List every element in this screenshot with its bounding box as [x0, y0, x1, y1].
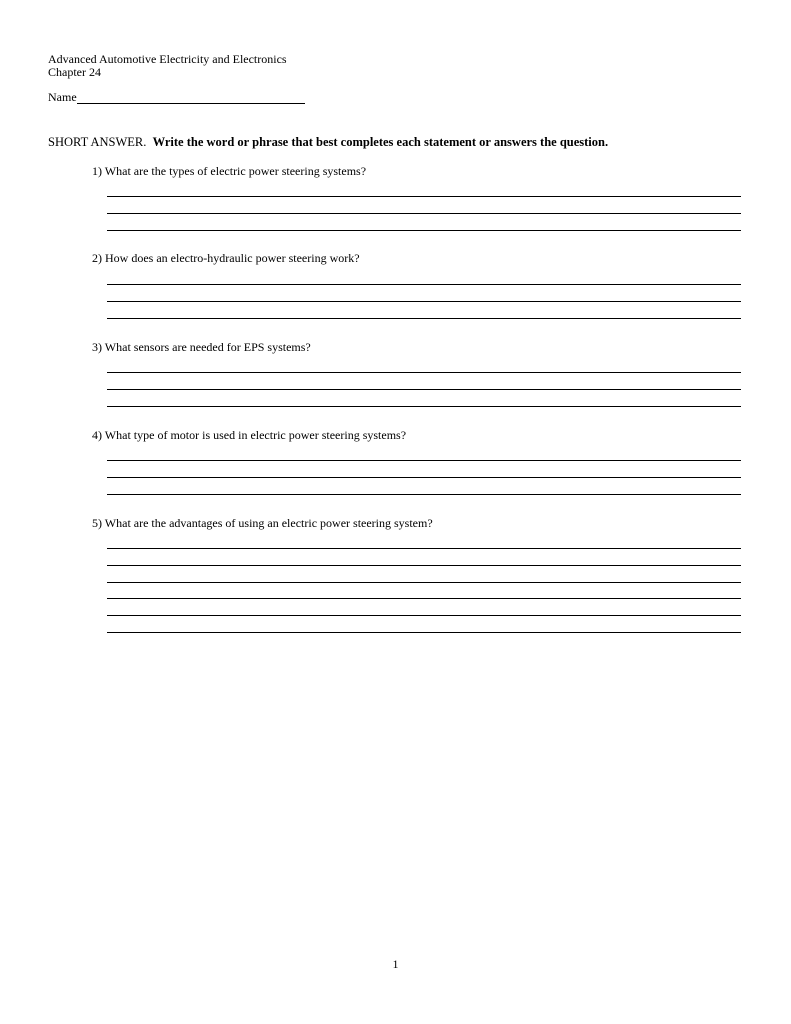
- answer-line[interactable]: [107, 565, 741, 566]
- answer-line[interactable]: [107, 460, 741, 461]
- question-number: 5): [92, 516, 102, 530]
- question-text: What are the advantages of using an electric power steering system?: [104, 516, 433, 530]
- answer-line[interactable]: [107, 632, 741, 633]
- question-number: 4): [92, 428, 102, 442]
- name-label: Name: [48, 90, 77, 104]
- answer-line[interactable]: [107, 196, 741, 197]
- question-text: What are the types of electric power steering systems?: [104, 164, 367, 178]
- answer-line[interactable]: [107, 389, 741, 390]
- answer-line[interactable]: [107, 372, 741, 373]
- answer-line[interactable]: [107, 318, 741, 319]
- question-5: [92, 516, 433, 530]
- answer-line[interactable]: [107, 494, 741, 495]
- question-text: What type of motor is used in electric power steering systems?: [104, 428, 407, 442]
- course-title: Advanced Automotive Electricity and Electronics: [48, 52, 287, 66]
- instructions: [48, 135, 608, 149]
- answer-line[interactable]: [107, 230, 741, 231]
- answer-line[interactable]: [107, 598, 741, 599]
- instructions-text: Write the word or phrase that best completes each statement or answers the question.: [152, 135, 609, 149]
- question-3: [92, 340, 311, 354]
- answer-line[interactable]: [107, 548, 741, 549]
- answer-line[interactable]: [107, 213, 741, 214]
- answer-line[interactable]: [107, 477, 741, 478]
- question-number: 1): [92, 164, 102, 178]
- answer-line[interactable]: [107, 301, 741, 302]
- question-2: [92, 251, 360, 265]
- answer-line[interactable]: [107, 582, 741, 583]
- chapter-label: Chapter 24: [48, 65, 101, 79]
- instructions-lead: SHORT ANSWER.: [48, 135, 147, 149]
- name-underline[interactable]: [77, 91, 305, 104]
- answer-line[interactable]: [107, 284, 741, 285]
- question-number: 2): [92, 251, 102, 265]
- answer-line[interactable]: [107, 615, 741, 616]
- question-4: [92, 428, 406, 442]
- question-text: What sensors are needed for EPS systems?: [104, 340, 311, 354]
- question-1: [92, 164, 366, 178]
- page-number: 1: [392, 957, 399, 971]
- question-number: 3): [92, 340, 102, 354]
- name-field[interactable]: [48, 90, 305, 104]
- answer-line[interactable]: [107, 406, 741, 407]
- question-text: How does an electro-hydraulic power steering work?: [105, 251, 360, 265]
